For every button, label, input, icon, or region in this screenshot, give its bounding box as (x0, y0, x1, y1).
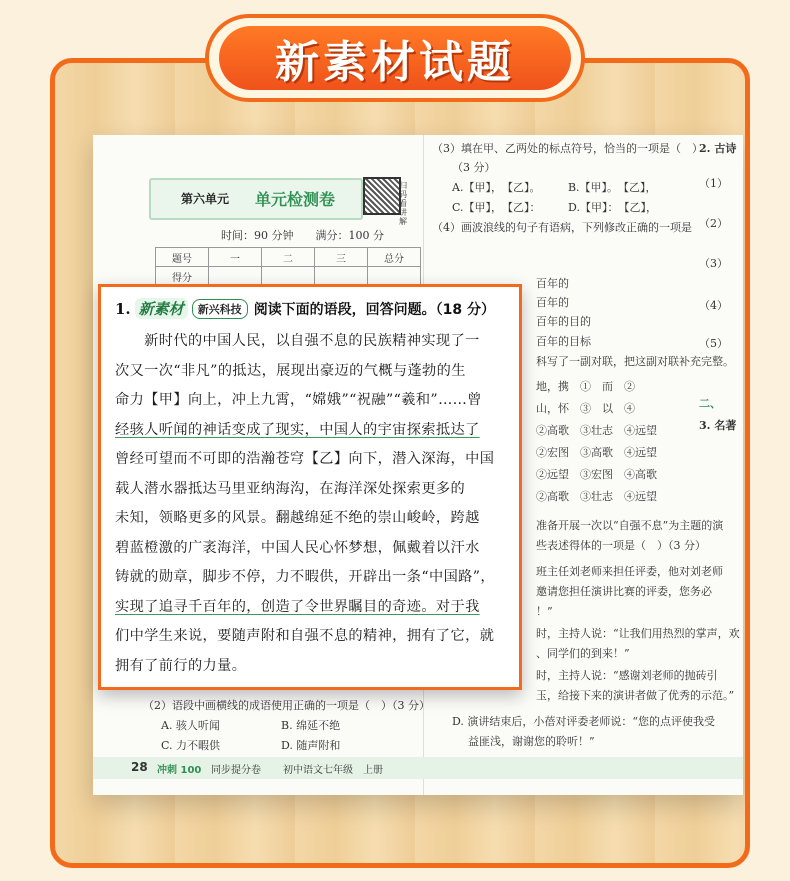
passage-line: 经骇人听闻的神话变成了现实，中国人的宇宙探索抵达了 (115, 421, 480, 438)
right-line: 、同学们的到来！” (536, 647, 630, 660)
right-line: A.【甲】， 【乙】。 B.【甲】。 【乙】， (452, 181, 657, 194)
right-line: 邀请您担任演讲比赛的评委，您务必 (536, 585, 712, 598)
right-line: ②高歌 ③壮志 ④远望 (536, 490, 657, 503)
unit-header (149, 178, 363, 220)
title-banner-inner (219, 26, 571, 90)
passage-line: 未知，领略更多的风景。翻越绵延不绝的崇山峻岭，跨越 (115, 510, 480, 526)
right-line: 山，怀 ③ 以 ④ (536, 402, 635, 415)
score-row-label: 得分 (156, 267, 209, 286)
right-line: ②远望 ③宏图 ④高歌 (536, 468, 657, 481)
question-number: 1. (115, 299, 131, 318)
sub-question-2: （2）语段中画横线的成语使用正确的一项是（ ）（3 分） (143, 699, 430, 712)
right-line: 益匪浅，谢谢您的聆听！” (468, 735, 595, 748)
question-header (115, 298, 495, 319)
right-line: 玉，给接下来的演讲者做了优秀的示范。” (536, 689, 735, 702)
passage-line: 们中学生来说，要随声附和自强不息的精神，拥有了它，就 (115, 628, 495, 644)
right-line: C.【甲】， 【乙】： D.【甲】： 【乙】， (452, 201, 657, 214)
banner-title: 新素材试题 (275, 37, 515, 88)
score-header: 总分 (368, 248, 421, 267)
passage-line: 拥有了前行的力量。 (115, 657, 247, 674)
right-line: （3）填在甲、乙两处的标点符号，恰当的一项是（ ） (432, 142, 703, 155)
option-c: C. 力不暇供 (161, 739, 221, 752)
page-footer (93, 757, 743, 779)
passage-line: 次又一次“非凡”的抵达，展现出豪迈的气概与蓬勃的生 (115, 362, 466, 379)
page-number: 28 (131, 760, 148, 774)
unit-label: 第六单元 (181, 192, 230, 206)
option-d: D. 随声附和 (281, 739, 341, 752)
right-line: （4）画波浪线的句子有语病，下列修改正确的一项是 (432, 221, 692, 234)
passage-line: 新时代的中国人民，以自强不息的民族精神实现了一 (115, 333, 480, 349)
right-line: 些表述得体的一项是（ ）（3 分） (536, 539, 706, 552)
right-line: 百年的目的 (536, 315, 591, 328)
right-line: ！” (536, 605, 553, 618)
edge-line: （2） (699, 217, 728, 230)
right-line: 百年的目标 (536, 335, 591, 348)
right-line: 百年的 (536, 296, 569, 309)
qr-label: 扫码看讲解 (399, 181, 407, 226)
footer-grade: 初中语文七年级 上册 (283, 765, 383, 776)
right-line: （3 分） (452, 161, 496, 174)
unit-title: 单元检测卷 (255, 190, 336, 209)
passage-line: 铸就的勋章，脚步不停，力不暇供，开辟出一条“中国路”， (115, 569, 495, 585)
score-header: 一 (209, 248, 262, 267)
score-header: 三 (315, 248, 368, 267)
right-line: 时，主持人说：“让我们用热烈的掌声，欢 (536, 627, 740, 640)
question-card (98, 284, 522, 690)
passage-line: 载人潜水器抵达马里亚纳海沟，在海洋深处探索更多的 (115, 480, 466, 497)
question-instruction: 阅读下面的语段，回答问题。（18 分） (253, 301, 496, 318)
edge-line: 二、 (699, 397, 721, 410)
edge-line: （3） (699, 257, 728, 270)
option-b: B. 绵延不绝 (281, 719, 341, 732)
edge-line: （5） (699, 337, 728, 350)
passage-line: 碧蓝橙激的广袤海洋，中国人民心怀梦想，佩戴着以汗水 (115, 539, 480, 556)
score-header: 二 (262, 248, 315, 267)
passage (115, 327, 503, 681)
title-banner (205, 14, 585, 102)
time-info: 时间：90 分钟 满分：100 分 (221, 229, 384, 242)
passage-line: 命力【甲】向上，冲上九霄，“嫦娥”“祝融”“羲和”……曾 (115, 392, 482, 408)
edge-line: 3. 名著 (699, 419, 737, 432)
footer-series: 同步提分卷 (211, 765, 261, 776)
passage-line: 曾经可望而不可即的浩瀚苍穹【乙】向下，潜入深海，中国 (115, 451, 495, 467)
footer-brand: 冲刺 100 (157, 765, 202, 776)
passage-line: 实现了追寻千百年的，创造了令世界瞩目的奇迹。对于我 (115, 598, 480, 615)
edge-line: （4） (699, 299, 728, 312)
topic-badge: 新兴科技 (192, 299, 248, 319)
right-line: ②宏图 ③高歌 ④远望 (536, 446, 657, 459)
edge-line: （1） (699, 177, 728, 190)
new-material-badge: 新素材 (135, 298, 188, 319)
score-table (155, 247, 421, 286)
right-line: 班主任刘老师来担任评委，他对刘老师 (536, 565, 723, 578)
option-a: A. 骇人听闻 (161, 719, 220, 732)
right-line: 科写了一副对联，把这副对联补充完整。 (536, 355, 734, 368)
right-line: ②高歌 ③壮志 ④远望 (536, 424, 657, 437)
right-line: 地，携 ① 而 ② (536, 380, 635, 393)
qr-code-icon (363, 177, 401, 215)
right-line: D. 演讲结束后，小蓓对评委老师说：“您的点评使我受 (452, 715, 716, 728)
score-header: 题号 (156, 248, 209, 267)
right-line: 准备开展一次以“自强不息”为主题的演 (536, 519, 724, 532)
edge-line: 2. 古诗 (699, 142, 737, 155)
right-line: 时，主持人说：“感谢刘老师的抛砖引 (536, 669, 718, 682)
right-line: 百年的 (536, 277, 569, 290)
